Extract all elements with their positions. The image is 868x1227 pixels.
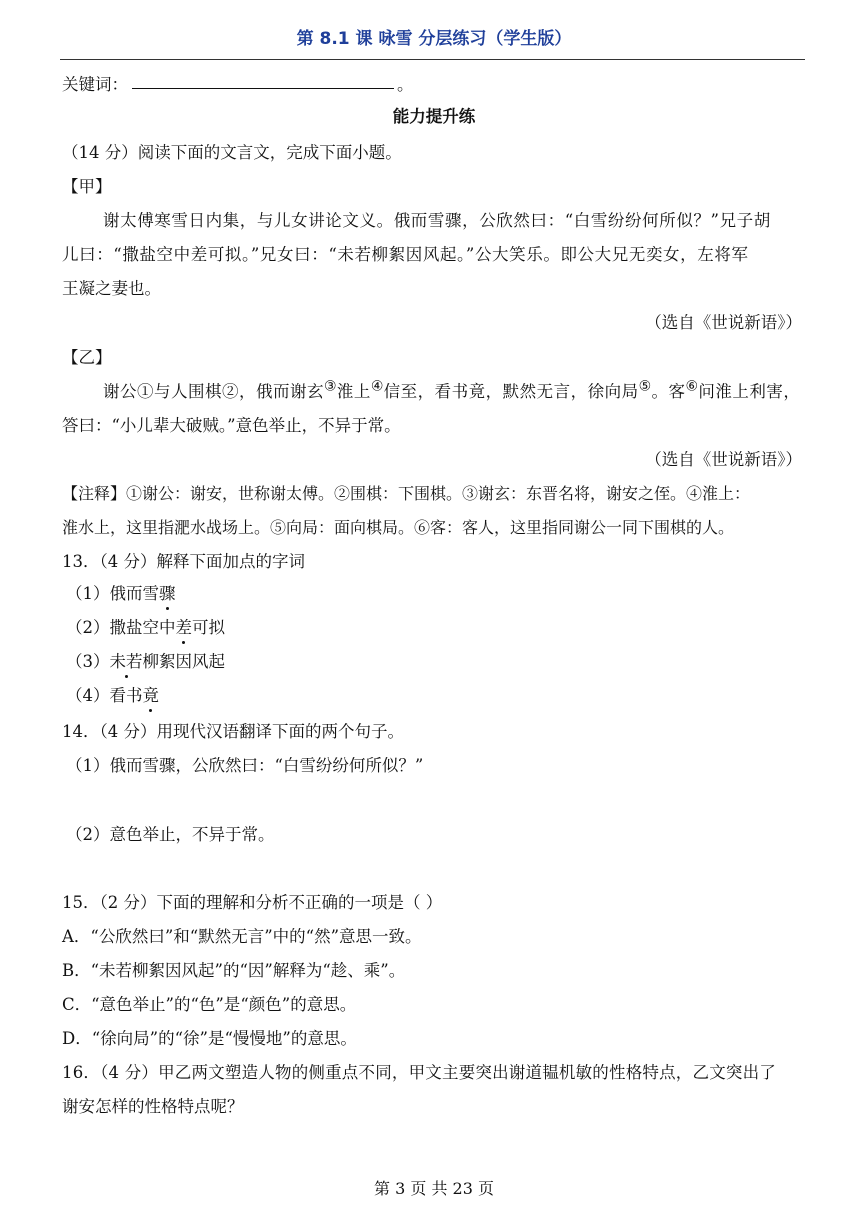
- question-16-line: 谢安怎样的性格特点呢？: [62, 1097, 244, 1116]
- dotted-word: 竟: [143, 682, 160, 706]
- question-13-item: [66, 648, 225, 672]
- passage-yi-text: 淮上: [336, 382, 371, 401]
- page-footer: 第 3 页 共 23 页: [374, 1179, 494, 1198]
- keyword-blank-line: [132, 88, 394, 89]
- question-13-item: [66, 614, 225, 638]
- passage-jia-source: （选自《世说新语》）: [645, 313, 802, 332]
- passage-jia-line: 儿曰：“撒盐空中差可拟。”兄女曰：“未若柳絮因风起。”公大笑乐。即公大兄无奕女，左将军: [62, 245, 749, 264]
- question-15-option: C．“意色举止”的“色”是“颜色”的意思。: [62, 995, 357, 1014]
- item-text: （2）撒盐空中: [66, 618, 176, 637]
- passage-yi-line: 答曰：“小儿辈大破贼。”意色举止，不异于常。: [62, 416, 401, 435]
- question-16-line: 16．（4 分）甲乙两文塑造人物的侧重点不同，甲文主要突出谢道韫机敏的性格特点，乙文突出了: [62, 1063, 776, 1082]
- question-14-stem: 14．（4 分）用现代汉语翻译下面的两个句子。: [62, 722, 404, 741]
- passage-jia-line: 谢太傅寒雪日内集，与儿女讲论文义。俄而雪骤，公欣然曰：“白雪纷纷何所似？”兄子胡: [103, 211, 771, 230]
- passage-yi-text: 。客: [651, 382, 686, 401]
- footnote-marker: ③: [324, 378, 337, 395]
- notes-line: 【注释】①谢公：谢安，世称谢太傅。②围棋：下围棋。③谢玄：东晋名将，谢安之侄。④淮上：: [62, 484, 751, 503]
- keyword-label: 关键词：: [62, 75, 128, 94]
- passage-yi-line: [103, 378, 800, 402]
- header-divider: [60, 59, 805, 60]
- passage-jia-line: 王凝之妻也。: [62, 279, 161, 298]
- passage-yi-text: 谢公: [103, 382, 137, 401]
- passage-yi-text: ，俄而谢玄: [239, 382, 324, 401]
- passage-yi-source: （选自《世说新语》）: [645, 450, 802, 469]
- dotted-word: 骤: [159, 580, 176, 604]
- item-text: （3）: [66, 652, 110, 671]
- section-title: 能力提升练: [392, 107, 476, 126]
- passage-intro: （14 分）阅读下面的文言文，完成下面小题。: [62, 143, 402, 162]
- question-15-option: A．“公欣然曰”和“默然无言”中的“然”意思一致。: [62, 927, 422, 946]
- question-14-item: （2）意色举止，不异于常。: [66, 825, 275, 844]
- header-title: 第 8.1 课 咏雪 分层练习（学生版）: [296, 29, 572, 49]
- item-text: 柳絮因风起: [142, 652, 225, 671]
- passage-yi-label: 【乙】: [62, 348, 112, 367]
- keyword-end-mark: 。: [397, 75, 414, 94]
- dotted-word: 未若: [110, 648, 143, 672]
- question-13-item: [66, 682, 159, 706]
- passage-yi-text: 与人围棋: [154, 382, 222, 401]
- question-14-item: （1）俄而雪骤，公欣然曰：“白雪纷纷何所似？”: [66, 756, 424, 775]
- question-15-option: D．“徐向局”的“徐”是“慢慢地”的意思。: [62, 1029, 357, 1048]
- footnote-marker: ⑤: [638, 378, 652, 395]
- item-text: 可拟: [192, 618, 225, 637]
- item-text: （1）俄而雪: [66, 584, 159, 603]
- dotted-word: 差: [176, 614, 193, 638]
- notes-line: 淮水上，这里指淝水战场上。⑤向局：面向棋局。⑥客：客人，这里指同谢公一同下围棋的人。: [62, 518, 735, 537]
- passage-yi-text: 问淮上利害，: [698, 382, 801, 401]
- question-15-option: B．“未若柳絮因风起”的“因”解释为“趁、乘”。: [62, 961, 406, 980]
- question-13-stem: 13．（4 分）解释下面加点的字词: [62, 552, 305, 571]
- question-13-item: [66, 580, 176, 604]
- question-15-stem: 15．（2 分）下面的理解和分析不正确的一项是（ ）: [62, 893, 443, 912]
- item-text: （4）看书: [66, 686, 143, 705]
- passage-yi-text: 信至，看书竟，默然无言，徐向局: [383, 382, 639, 401]
- footnote-marker: ②: [222, 382, 239, 401]
- passage-jia-label: 【甲】: [62, 177, 112, 196]
- footnote-marker: ①: [137, 382, 154, 401]
- footnote-marker: ⑥: [685, 378, 699, 395]
- footnote-marker: ④: [370, 378, 384, 395]
